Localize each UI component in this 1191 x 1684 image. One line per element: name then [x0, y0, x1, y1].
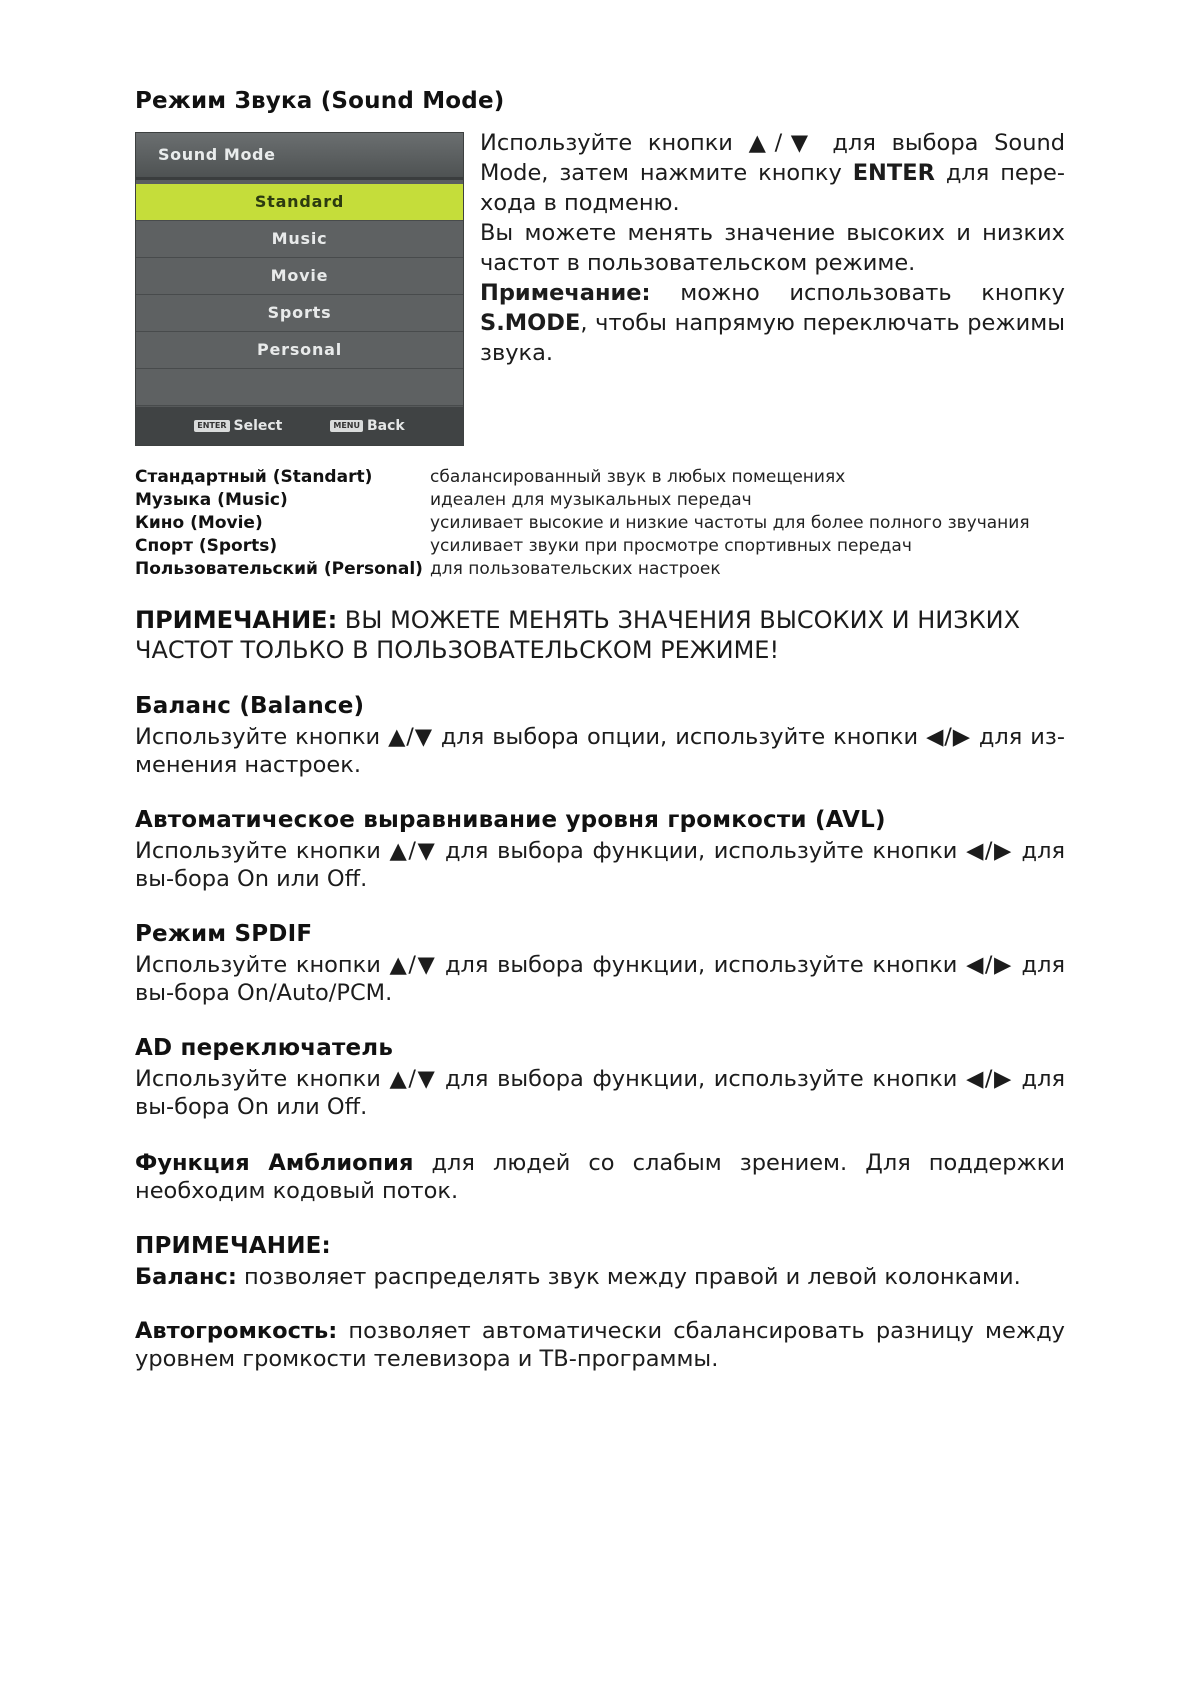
intro-paragraph-2: Вы можете менять значение высоких и низких частот в пользовательском режиме.	[480, 220, 1065, 276]
sound-mode-list	[135, 466, 1065, 581]
amblyopia-text: Функция Амблиопия для людей со слабым зрением. Для поддержки необходим кодовый поток.	[135, 1150, 1065, 1204]
avl-section	[135, 807, 1065, 893]
list-item: Стандартный (Standart) сбалансированный звук в любых помещениях	[135, 467, 846, 487]
menu-item-standard: Standard	[136, 184, 463, 221]
intro-text	[480, 128, 1065, 368]
intro-paragraph-1: Используйте кнопки ▲/▼ для выбора Sound Mode, затем нажмите кнопку ENTER для пере-хода в подменю.	[480, 130, 1065, 216]
spdif-text: Используйте кнопки ▲/▼ для выбора функции, используйте кнопки ◀/▶ для вы-бора On/Auto/PCM.	[135, 952, 1065, 1006]
menu-item-sports: Sports	[136, 295, 463, 332]
menu-footer	[136, 407, 463, 445]
balance-section	[135, 693, 1065, 779]
intro-section	[135, 132, 1065, 446]
final-note-section	[135, 1233, 1065, 1373]
list-item: Пользовательский (Personal) для пользовательских настроек	[135, 559, 721, 579]
final-note-heading: ПРИМЕЧАНИЕ:	[135, 1233, 331, 1259]
balance-heading: Баланс (Balance)	[135, 693, 365, 719]
balance-text: Используйте кнопки ▲/▼ для выбора опции, используйте кнопки ◀/▶ для из-менения настроек.	[135, 724, 1065, 778]
page-content	[135, 88, 1065, 1373]
enter-key-icon: ENTER	[194, 420, 229, 432]
page-title: Режим Звука (Sound Mode)	[135, 88, 505, 114]
menu-item-movie: Movie	[136, 258, 463, 295]
menu-item-music: Music	[136, 221, 463, 258]
uppercase-notice: ПРИМЕЧАНИЕ: ВЫ МОЖЕТЕ МЕНЯТЬ ЗНАЧЕНИЯ ВЫСОКИХ И НИЗКИХ ЧАСТОТ ТОЛЬКО В ПОЛЬЗОВАТЕЛЬСКОМ РЕЖИМЕ!	[135, 606, 1021, 664]
intro-note: Примечание: можно использовать кнопку S.MODE, чтобы напрямую переключать режимы звука.	[480, 280, 1065, 366]
list-item: Музыка (Music) идеален для музыкальных передач	[135, 490, 752, 510]
ad-section	[135, 1035, 1065, 1121]
list-item: Спорт (Sports) усиливает звуки при просмотре спортивных передач	[135, 536, 912, 556]
list-item: Кино (Movie) усиливает высокие и низкие частоты для более полного звучания	[135, 513, 1030, 533]
spdif-section	[135, 921, 1065, 1007]
menu-header: Sound Mode	[136, 133, 463, 180]
menu-item-personal: Personal	[136, 332, 463, 369]
ad-heading: AD переключатель	[135, 1035, 394, 1061]
final-note-auto-volume: Автогромкость: позволяет автоматически сбалансировать разницу между уровнем громкости телевизора и ТВ-программы.	[135, 1318, 1065, 1372]
ad-text: Используйте кнопки ▲/▼ для выбора функции, используйте кнопки ◀/▶ для вы-бора On или Off.	[135, 1066, 1065, 1120]
select-hint: ENTER Select	[194, 418, 282, 434]
back-hint: MENU Back	[330, 418, 404, 434]
menu-key-icon: MENU	[330, 420, 363, 432]
amblyopia-section	[135, 1149, 1065, 1205]
avl-heading: Автоматическое выравнивание уровня громкости (AVL)	[135, 807, 886, 833]
spdif-heading: Режим SPDIF	[135, 921, 313, 947]
final-note-balance: Баланс: позволяет распределять звук между правой и левой колонками.	[135, 1264, 1021, 1290]
avl-text: Используйте кнопки ▲/▼ для выбора функции, используйте кнопки ◀/▶ для вы-бора On или Off.	[135, 838, 1065, 892]
sound-mode-menu-screenshot	[135, 132, 464, 446]
